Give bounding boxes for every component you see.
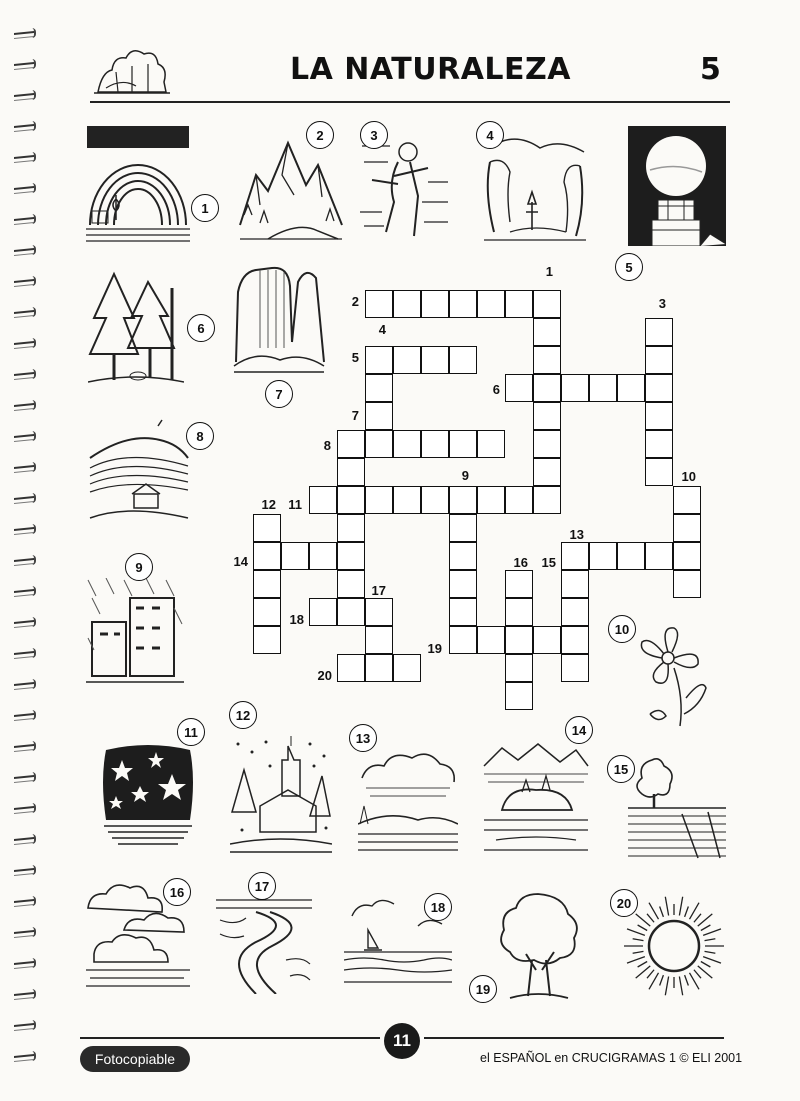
crossword-cell[interactable] [477, 486, 505, 514]
crossword-cell[interactable] [253, 542, 281, 570]
spiral-coil [14, 772, 36, 782]
spiral-coil [14, 617, 36, 627]
picture-badge-2: 2 [306, 121, 334, 149]
spiral-coil [14, 400, 36, 410]
page-title: LA NATURALEZA [290, 52, 571, 87]
picture-badge-12: 12 [229, 701, 257, 729]
crossword-cell[interactable] [477, 626, 505, 654]
crossword-cell[interactable] [253, 598, 281, 626]
crossword-cell[interactable] [561, 598, 589, 626]
spiral-coil [14, 989, 36, 999]
crossword-cell[interactable] [505, 290, 533, 318]
crossword-cell[interactable] [505, 570, 533, 598]
crossword-cell[interactable] [393, 290, 421, 318]
picture-badge-20: 20 [610, 889, 638, 917]
spiral-binding [14, 20, 38, 1090]
island-icon [482, 740, 590, 856]
clue-number-11: 11 [288, 497, 302, 512]
crossword-cell[interactable] [365, 290, 393, 318]
spiral-coil [14, 710, 36, 720]
picture-mountains [238, 135, 344, 243]
crossword-cell[interactable] [505, 486, 533, 514]
spiral-coil [14, 834, 36, 844]
crossword-cell[interactable] [561, 542, 589, 570]
crossword-cell[interactable] [309, 542, 337, 570]
spiral-coil [14, 431, 36, 441]
clue-number-6: 6 [492, 382, 500, 397]
clue-number-19: 19 [427, 641, 442, 656]
clue-number-3: 3 [658, 296, 666, 311]
crossword-cell[interactable] [449, 486, 477, 514]
clue-number-13: 13 [569, 527, 584, 542]
crossword-cell[interactable] [533, 626, 561, 654]
crossword-cell[interactable] [561, 626, 589, 654]
spiral-coil [14, 183, 36, 193]
spiral-coil [14, 927, 36, 937]
picture-badge-10: 10 [608, 615, 636, 643]
picture-sun [622, 890, 726, 1000]
picture-field [628, 754, 726, 860]
crossword-cell[interactable] [365, 654, 393, 682]
hill-icon [88, 418, 192, 524]
crossword-cell[interactable] [533, 374, 561, 402]
picture-badge-5: 5 [615, 253, 643, 281]
crossword-cell[interactable] [365, 374, 393, 402]
crossword-cell[interactable] [393, 486, 421, 514]
crossword-cell[interactable] [477, 290, 505, 318]
crossword-cell[interactable] [449, 514, 477, 542]
crossword-cell[interactable] [645, 346, 673, 374]
snow-icon [230, 736, 332, 856]
crossword-cell[interactable] [281, 542, 309, 570]
field-icon [628, 754, 726, 860]
clue-number-7: 7 [351, 408, 359, 423]
trees-logo-icon [92, 42, 172, 96]
picture-forest [88, 268, 184, 388]
crossword-cell[interactable] [253, 514, 281, 542]
crossword-cell[interactable] [365, 626, 393, 654]
crossword-cell[interactable] [533, 402, 561, 430]
flower-icon [630, 618, 710, 728]
spiral-coil [14, 865, 36, 875]
sky-icon [358, 744, 458, 856]
river-icon [216, 890, 312, 994]
crossword-cell[interactable] [561, 374, 589, 402]
tree-icon [496, 890, 580, 1006]
spiral-coil [14, 90, 36, 100]
spiral-coil [14, 338, 36, 348]
crossword-cell[interactable] [309, 486, 337, 514]
picture-badge-14: 14 [565, 716, 593, 744]
crossword-cell[interactable] [533, 346, 561, 374]
picture-island [482, 740, 590, 856]
crossword-cell[interactable] [505, 374, 533, 402]
footer-rule-left [80, 1037, 380, 1039]
crossword-cell[interactable] [449, 626, 477, 654]
spiral-coil [14, 121, 36, 131]
crossword-cell[interactable] [505, 654, 533, 682]
crossword-cell[interactable] [617, 374, 645, 402]
crossword-cell[interactable] [645, 430, 673, 458]
picture-badge-16: 16 [163, 878, 191, 906]
crossword-cell[interactable] [673, 542, 701, 570]
crossword-cell[interactable] [337, 542, 365, 570]
spiral-coil [14, 307, 36, 317]
clue-number-15: 15 [541, 555, 556, 570]
spiral-coil [14, 555, 36, 565]
crossword-cell[interactable] [533, 430, 561, 458]
picture-badge-3: 3 [360, 121, 388, 149]
footer-rule-right [424, 1037, 724, 1039]
picture-badge-19: 19 [469, 975, 497, 1003]
crossword-cell[interactable] [505, 626, 533, 654]
spiral-coil [14, 958, 36, 968]
crossword-cell[interactable] [337, 458, 365, 486]
crossword-cell[interactable] [449, 570, 477, 598]
picture-moon [628, 126, 726, 246]
clue-number-18: 18 [289, 612, 304, 627]
picture-badge-18: 18 [424, 893, 452, 921]
crossword-cell[interactable] [561, 570, 589, 598]
picture-badge-8: 8 [186, 422, 214, 450]
picture-badge-1: 1 [191, 194, 219, 222]
crossword-cell[interactable] [645, 402, 673, 430]
picture-badge-4: 4 [476, 121, 504, 149]
spiral-coil [14, 679, 36, 689]
crossword-cell[interactable] [505, 682, 533, 710]
spiral-coil [14, 28, 36, 38]
picture-rain [86, 578, 184, 690]
spiral-coil [14, 586, 36, 596]
crossword-cell[interactable] [561, 654, 589, 682]
crossword-cell[interactable] [617, 542, 645, 570]
crossword-cell[interactable] [645, 542, 673, 570]
clue-number-9: 9 [461, 468, 469, 483]
picture-tree [496, 890, 580, 1006]
valley-icon [480, 132, 590, 244]
spiral-coil [14, 524, 36, 534]
crossword-cell[interactable] [337, 654, 365, 682]
rain-icon [86, 578, 184, 690]
picture-rainbow [86, 125, 190, 245]
crossword-cell[interactable] [589, 542, 617, 570]
crossword-cell[interactable] [337, 598, 365, 626]
spiral-coil [14, 896, 36, 906]
clue-number-1: 1 [545, 264, 553, 279]
moon-icon [628, 126, 726, 246]
clue-number-2: 2 [351, 294, 359, 309]
crossword-cell[interactable] [533, 458, 561, 486]
crossword-cell[interactable] [477, 430, 505, 458]
spiral-coil [14, 741, 36, 751]
picture-snow [230, 736, 332, 856]
crossword-cell[interactable] [337, 430, 365, 458]
crossword-cell[interactable] [673, 514, 701, 542]
crossword-cell[interactable] [393, 654, 421, 682]
crossword-cell[interactable] [449, 430, 477, 458]
crossword-cell[interactable] [645, 374, 673, 402]
crossword-cell[interactable] [449, 542, 477, 570]
footer-page-number: 11 [384, 1023, 420, 1059]
waterfall-icon [232, 262, 326, 376]
crossword-cell[interactable] [337, 486, 365, 514]
crossword-cell[interactable] [673, 570, 701, 598]
clue-number-12: 12 [261, 497, 276, 512]
header-rule [90, 101, 730, 103]
crossword-cell[interactable] [365, 486, 393, 514]
clue-number-5: 5 [351, 350, 359, 365]
spiral-coil [14, 369, 36, 379]
mountains-icon [238, 135, 344, 243]
crossword-cell[interactable] [589, 374, 617, 402]
crossword-cell[interactable] [645, 458, 673, 486]
spiral-coil [14, 1051, 36, 1061]
crossword-cell[interactable] [393, 430, 421, 458]
crossword-cell[interactable] [533, 486, 561, 514]
crossword-cell[interactable] [449, 598, 477, 626]
clue-number-20: 20 [317, 668, 332, 683]
clue-number-10: 10 [681, 469, 696, 484]
spiral-coil [14, 276, 36, 286]
photocopiable-label: Fotocopiable [80, 1046, 190, 1072]
picture-badge-11: 11 [177, 718, 205, 746]
crossword-cell[interactable] [533, 290, 561, 318]
crossword-cell[interactable] [253, 626, 281, 654]
spiral-coil [14, 214, 36, 224]
picture-stars [100, 740, 196, 850]
sun-icon [622, 890, 726, 1000]
clue-number-4: 4 [378, 322, 386, 337]
picture-hill [88, 418, 192, 524]
picture-flower [630, 618, 710, 728]
crossword-cell[interactable] [673, 486, 701, 514]
crossword-cell[interactable] [421, 430, 449, 458]
crossword-cell[interactable] [421, 290, 449, 318]
picture-river [216, 890, 312, 994]
crossword-cell[interactable] [393, 346, 421, 374]
crossword-cell[interactable] [365, 402, 393, 430]
crossword-cell[interactable] [421, 486, 449, 514]
spiral-coil [14, 152, 36, 162]
spiral-coil [14, 245, 36, 255]
spiral-coil [14, 803, 36, 813]
picture-sky [358, 744, 458, 856]
picture-badge-9: 9 [125, 553, 153, 581]
spiral-coil [14, 1020, 36, 1030]
clue-number-8: 8 [323, 438, 331, 453]
picture-valley [480, 132, 590, 244]
rainbow-icon [86, 125, 190, 245]
picture-badge-6: 6 [187, 314, 215, 342]
stars-icon [100, 740, 196, 850]
crossword-cell[interactable] [505, 598, 533, 626]
spiral-coil [14, 59, 36, 69]
forest-icon [88, 268, 184, 388]
picture-badge-17: 17 [248, 872, 276, 900]
footer-credit: el ESPAÑOL en CRUCIGRAMAS 1 © ELI 2001 [480, 1051, 743, 1065]
crossword-cell[interactable] [533, 318, 561, 346]
crossword-cell[interactable] [253, 570, 281, 598]
crossword-cell[interactable] [449, 346, 477, 374]
picture-badge-13: 13 [349, 724, 377, 752]
crossword-cell[interactable] [365, 430, 393, 458]
clue-number-14: 14 [233, 554, 248, 569]
picture-badge-15: 15 [607, 755, 635, 783]
spiral-coil [14, 493, 36, 503]
clue-number-16: 16 [513, 555, 528, 570]
crossword-cell[interactable] [421, 346, 449, 374]
spiral-coil [14, 648, 36, 658]
picture-waterfall [232, 262, 326, 376]
picture-badge-7: 7 [265, 380, 293, 408]
crossword-cell[interactable] [365, 598, 393, 626]
crossword-cell[interactable] [449, 290, 477, 318]
crossword-cell[interactable] [645, 318, 673, 346]
spiral-coil [14, 462, 36, 472]
clue-number-17: 17 [371, 583, 386, 598]
crossword-cell[interactable] [309, 598, 337, 626]
unit-number: 5 [700, 52, 721, 87]
crossword-cell[interactable] [337, 514, 365, 542]
crossword-cell[interactable] [365, 346, 393, 374]
